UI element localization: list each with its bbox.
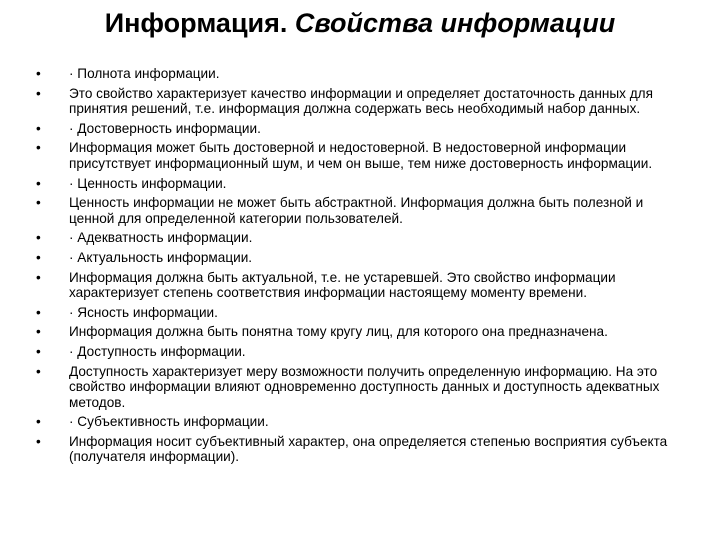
list-item — [36, 140, 676, 171]
list-item — [36, 434, 676, 465]
bullet-dot: • — [36, 343, 41, 359]
list-item-text: · Субъективность информации. — [69, 414, 269, 430]
bullet-dot: • — [36, 249, 41, 265]
list-item — [36, 270, 676, 301]
bullet-dot: • — [36, 175, 41, 191]
bullet-dot: • — [36, 304, 41, 320]
bullet-dot: • — [36, 195, 41, 211]
list-item — [36, 230, 676, 246]
bullet-list — [36, 66, 676, 469]
list-item — [36, 364, 676, 411]
list-item-text: · Адекватность информации. — [69, 230, 253, 246]
list-item-text: Доступность характеризует меру возможности получить определенную информацию. На это свойство информации влияют одновременно доступность данных и доступность адекватных методов. — [69, 363, 660, 410]
list-item-text: Это свойство характеризует качество информации и определяет достаточность данных для принятия решений, т.е. информация должна содержать весь необходимый набор данных. — [69, 85, 653, 117]
list-item-text: · Ценность информации. — [69, 175, 227, 191]
list-item — [36, 324, 676, 340]
bullet-dot: • — [36, 85, 41, 101]
title-main: Информация. — [104, 8, 288, 38]
slide-title — [0, 6, 720, 40]
list-item-text: Информация должна быть актуальной, т.е. не устаревшей. Это свойство информации характеризует степень соответствия информации настоящему моменту времени. — [69, 269, 616, 301]
list-item — [36, 344, 676, 360]
bullet-dot: • — [36, 269, 41, 285]
list-item — [36, 414, 676, 430]
list-item-text: Информация должна быть понятна тому кругу лиц, для которого она предназначена. — [69, 324, 608, 340]
list-item — [36, 176, 676, 192]
list-item-text: Информация может быть достоверной и недостоверной. В недостоверной информации присутствует информационный шум, и чем он выше, тем ниже достоверность информации. — [69, 140, 653, 171]
list-item-text: · Актуальность информации. — [69, 249, 253, 265]
list-item-text: · Достоверность информации. — [69, 120, 261, 136]
title-italic: Свойства информации — [294, 8, 616, 38]
list-item-text: · Доступность информации. — [69, 343, 246, 359]
bullet-dot: • — [36, 363, 41, 379]
list-item-text: · Полнота информации. — [69, 66, 220, 81]
list-item — [36, 86, 676, 117]
list-item-text: Ценность информации не может быть абстрактной. Информация должна быть полезной и ценной для определенной категории пользователей. — [69, 195, 644, 226]
bullet-dot: • — [36, 414, 41, 430]
list-item — [36, 121, 676, 137]
list-item — [36, 250, 676, 266]
bullet-dot: • — [36, 324, 41, 340]
bullet-dot: • — [36, 433, 41, 449]
bullet-dot: • — [36, 66, 41, 81]
list-item — [36, 66, 676, 82]
bullet-dot: • — [36, 120, 41, 136]
list-item — [36, 305, 676, 321]
bullet-dot: • — [36, 230, 41, 246]
bullet-dot: • — [36, 140, 41, 156]
list-item-text: Информация носит субъективный характер, она определяется степенью восприятия субъекта (получателя информации). — [69, 433, 668, 465]
list-item-text: · Ясность информации. — [69, 304, 218, 320]
list-item — [36, 195, 676, 226]
